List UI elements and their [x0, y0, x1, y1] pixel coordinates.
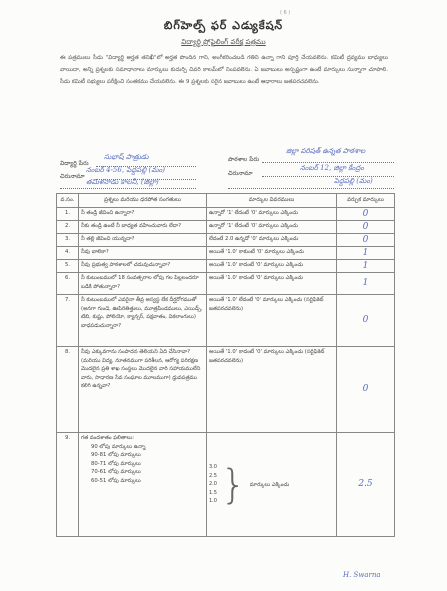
score-scale: 3.0 2.5 2.0 1.5 1.0: [209, 464, 217, 505]
table-row: 3. నీ తల్లి జీవించి యున్నదా? లేదంటే 2.0 ఉన్నదో '0' మార్కులు ఎక్కించు 0: [57, 234, 395, 247]
mark-value: 0: [337, 295, 395, 347]
school-name-label: పాఠశాల పేరు: [228, 156, 260, 163]
header-marks: వర్చుక మార్కులు: [337, 194, 395, 208]
address-value: నంబర్ 4-56, పెద్దపల్లి (మం): [86, 166, 165, 174]
mark-value: 0: [337, 208, 395, 221]
table-row: 8. నీవు ఎక్కువగాను సంపాదన తెలియని ఏది చేసినావా? (మరియు విద్య, నూతనముగా పరిశీలన, ఆరోగ్య పరిరక్షణ మొదలైన ప్రతి శాఖ సంస్థలు మొదలైన వారి సహాయములేని వారు, సాధారణ సేవ సంఘాల మూలముగా) ధ్రువపత్రము కలిగి ఉన్నవా? అయితే '1.0' కాదంటే '0' మార్కులు ఎక్కించు (సర్టిఫికెట్ జతపరచవలెను) 0: [57, 347, 395, 433]
school-name-value: జిల్లా పరిషత్ ఉన్నత పాఠశాల: [286, 147, 366, 155]
table-row: 5. నీవు ప్రభుత్వ పాఠశాలలో చదువుచున్నావా? అయితే '1.0' కాదంటే '0' మార్కులు ఎక్కించు 1: [57, 260, 395, 273]
header-serial: వ.సం.: [57, 194, 79, 208]
school-address-value: నంబర్ 12, జిల్లా కేంద్రం: [300, 164, 364, 172]
table-row: 1. నీ తండ్రి జీవించి ఉన్నారా? ఉన్నారో '1' లేదంటే '0' మార్కులు ఎక్కించు 0: [57, 208, 395, 221]
header-marks-details: మార్కుల వివరములు: [207, 194, 337, 208]
corner-mark: ( 6 ): [280, 10, 291, 16]
address-line-2: [60, 188, 196, 189]
mark-value: 1: [337, 247, 395, 260]
student-name-label: విద్యార్థి పేరు: [60, 160, 89, 167]
grade-line: 90-81 లోపు మార్కులు: [91, 452, 141, 458]
profiling-table: [56, 193, 395, 537]
grade-line: 90 లోపు మార్కులు ఉన్నా: [91, 443, 146, 450]
address-label: చిరునామా: [60, 173, 85, 180]
mark-value: 0: [337, 221, 395, 234]
header-question: ప్రశ్నలు మరియు ధరపోత సంగతులు: [79, 194, 207, 208]
brace-symbol: }: [220, 461, 247, 508]
intro-paragraph: ఈ పత్రములు సీడు "విద్యార్థి అర్హత తనిఖీ"లో అర్హత పొందిన గాని, అంగీకరించబడి గతిని ఉన్నా గాని పూర్తి చేయవలెను. కమిటీ ద్రవ్యము బాధ్యులు వాయిదా, అన్ని ప్రశ్నలకు సమాధానాలు మార్కులు కుదుర్చి చివరి కాలమ్‌లో నింపవలెను. ఏ జవాబులు అస్పష్టంగా ఉంటే మార్కులు సున్నాగా చూపాలి. సీడు కమిటీ సభ్యులు పరీక్షించి సంతకము చేయవలెను. ఈ 9 ప్రశ్నలకు సరైన జవాబులు ఉంటే ఆధారాలు జతపరచవలెను.: [60, 55, 388, 85]
school-name-line: [262, 162, 394, 163]
signature: H. Swarna: [343, 571, 381, 579]
table-row: 4. నీవు బాలికా? అయితే '1.0' కాకుంటే '0' మార్కులు ఎక్కించు 1: [57, 247, 395, 260]
school-address-value-2: పెద్దపల్లి (మం): [334, 177, 373, 185]
student-name-value: సుభాష్ పాత్రుడు: [104, 153, 149, 161]
school-address-line-2: [228, 188, 394, 189]
table-row: 7. నీ కుటుంబములో ఎవరైనా తీవ్ర అస్వస్థ లేక దీర్ఘరోగముతో (అనగా గుండె, ఊపిరితిత్తులు, మూత్రపిండములు, ఎయిడ్స్, టిబి, కుష్టు, పోలియో, క్యాన్సర్, పక్షవాతం, వికలాంగులు) బాధపడుచున్నారా? అయితే '1.0' లేదంటే '0' మార్కులు ఎక్కించు (సర్టిఫికెట్ జతపరచవలెను) 0: [57, 295, 395, 347]
document-title: బిగ్‌హెల్ప్ ఫర్ ఎడ్యుకేషన్: [163, 19, 284, 32]
mark-value: 1: [337, 273, 395, 295]
school-address-label: చిరునామా: [228, 170, 253, 177]
mark-value: 2.5: [337, 433, 395, 537]
school-address-line: [262, 176, 394, 177]
table-row: 6. నీ కుటుంబములో 18 సంవత్సరాల లోపు గల పిల్లలందరూ బడికి పోతున్నారా? అయితే '1.0' కాదంటే '0' మార్కులు ఎక్కించు 1: [57, 273, 395, 295]
mark-value: 0: [337, 347, 395, 433]
table-row: 9. గత వందశాతం ఫలితాలు: 90 లోపు మార్కులు ఉన్నా 90-81 లోపు మార్కులు 80-71 లోపు మార్కులు 70-61 లోపు మార్కులు 60-51 లోపు మార్కులు 3.0 2.5 2.0 1.5 1.0 } మార్కులు ఎక్కించు 2.5: [57, 433, 395, 537]
mark-value: 0: [337, 234, 395, 247]
grade-line: 70-61 లోపు మార్కులు: [91, 469, 141, 475]
document-subtitle: విద్యార్థి ప్రోఫైలింగ్ వరీక్ష పత్రము: [181, 38, 266, 46]
table-row: 2. నీకు తండ్రి ఉంటే నీ బాధ్యత వహించువారు లేదా? ఉన్నారో '1' లేదంటే '0' మార్కులు ఎక్కించు 0: [57, 221, 395, 234]
grade-line: 60-51 లోపు మార్కులు: [91, 477, 141, 484]
address-value-2: తమిళనాడు కాలనీ, (జిల్లా): [86, 178, 159, 186]
mark-value: 1: [337, 260, 395, 273]
grade-line: 80-71 లోపు మార్కులు: [91, 460, 141, 467]
